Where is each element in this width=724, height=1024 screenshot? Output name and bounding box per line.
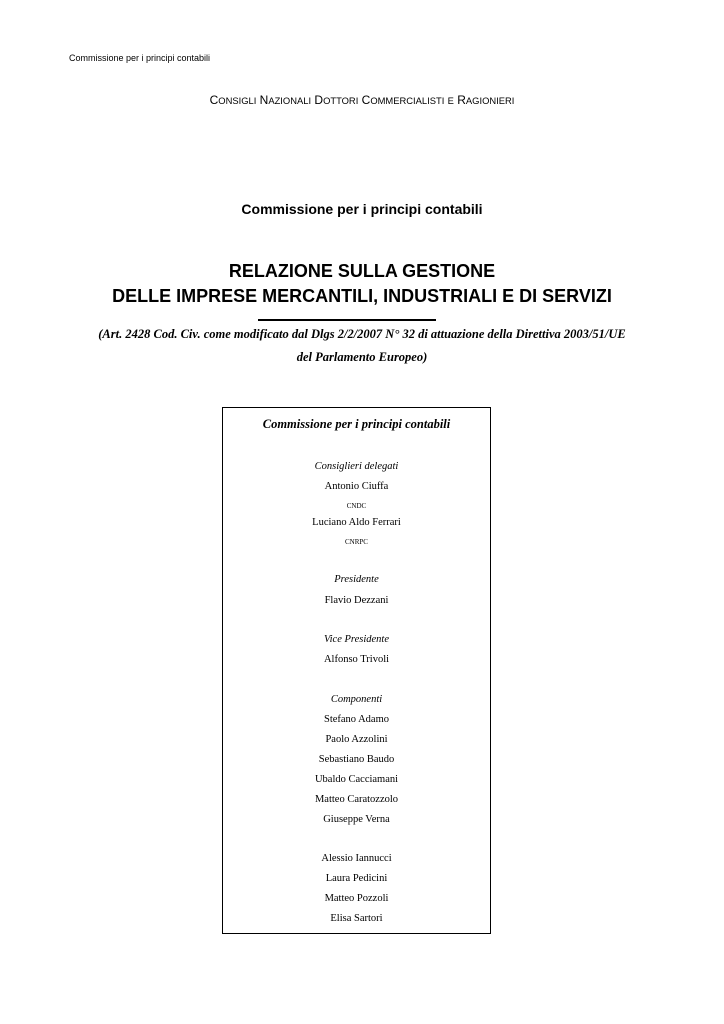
member-name: Matteo Caratozzolo bbox=[314, 794, 399, 805]
legal-reference-line-2: del Parlamento Europeo) bbox=[296, 350, 428, 364]
legal-reference-line-1: (Art. 2428 Cod. Civ. come modificato dal Dlgs 2/2/2007 N° 32 di attuazione della Direttiva 2003/51/UE bbox=[98, 327, 626, 341]
member-name: Ubaldo Cacciamani bbox=[314, 774, 399, 785]
member-name: Paolo Azzolini bbox=[325, 734, 388, 745]
box-title: Commissione per i principi contabili bbox=[262, 417, 451, 431]
member-name: Stefano Adamo bbox=[323, 714, 390, 725]
delegate-organization: CNDC bbox=[346, 502, 367, 510]
delegate-name: Luciano Aldo Ferrari bbox=[312, 517, 401, 528]
vice-president-name: Alfonso Trivoli bbox=[323, 654, 390, 665]
council-word: RAGIONIERI bbox=[457, 93, 515, 107]
member-name: Alessio Iannucci bbox=[321, 853, 392, 864]
council-word: DOTTORI bbox=[314, 93, 359, 107]
report-title-line-1: RELAZIONE SULLA GESTIONE bbox=[228, 261, 496, 281]
commission-members-box bbox=[222, 407, 491, 934]
member-name: Laura Pedicini bbox=[325, 873, 388, 884]
president-name: Flavio Dezzani bbox=[324, 595, 389, 606]
council-heading bbox=[0, 93, 724, 107]
running-header: Commissione per i principi contabili bbox=[69, 53, 211, 63]
commission-title: Commissione per i principi contabili bbox=[241, 201, 483, 217]
council-word: CONSIGLI bbox=[209, 93, 257, 107]
delegate-name: Antonio Ciuffa bbox=[324, 481, 389, 492]
member-name: Sebastiano Baudo bbox=[318, 754, 395, 765]
member-name: Elisa Sartori bbox=[330, 913, 383, 924]
vice-president-label: Vice Presidente bbox=[323, 634, 389, 645]
member-name: Matteo Pozzoli bbox=[324, 893, 389, 904]
members-label: Componenti bbox=[330, 694, 383, 705]
member-name: Giuseppe Verna bbox=[323, 814, 390, 825]
delegate-organization: CNRPC bbox=[345, 538, 368, 546]
president-label: Presidente bbox=[334, 574, 379, 585]
council-word: E bbox=[447, 95, 454, 106]
council-word: COMMERCIALISTI bbox=[361, 93, 445, 107]
delegates-label: Consiglieri delegati bbox=[314, 461, 399, 472]
council-word: NAZIONALI bbox=[259, 93, 312, 107]
report-title-line-2: DELLE IMPRESE MERCANTILI, INDUSTRIALI E DI SERVIZI bbox=[112, 286, 612, 306]
title-underline-divider bbox=[258, 319, 436, 321]
